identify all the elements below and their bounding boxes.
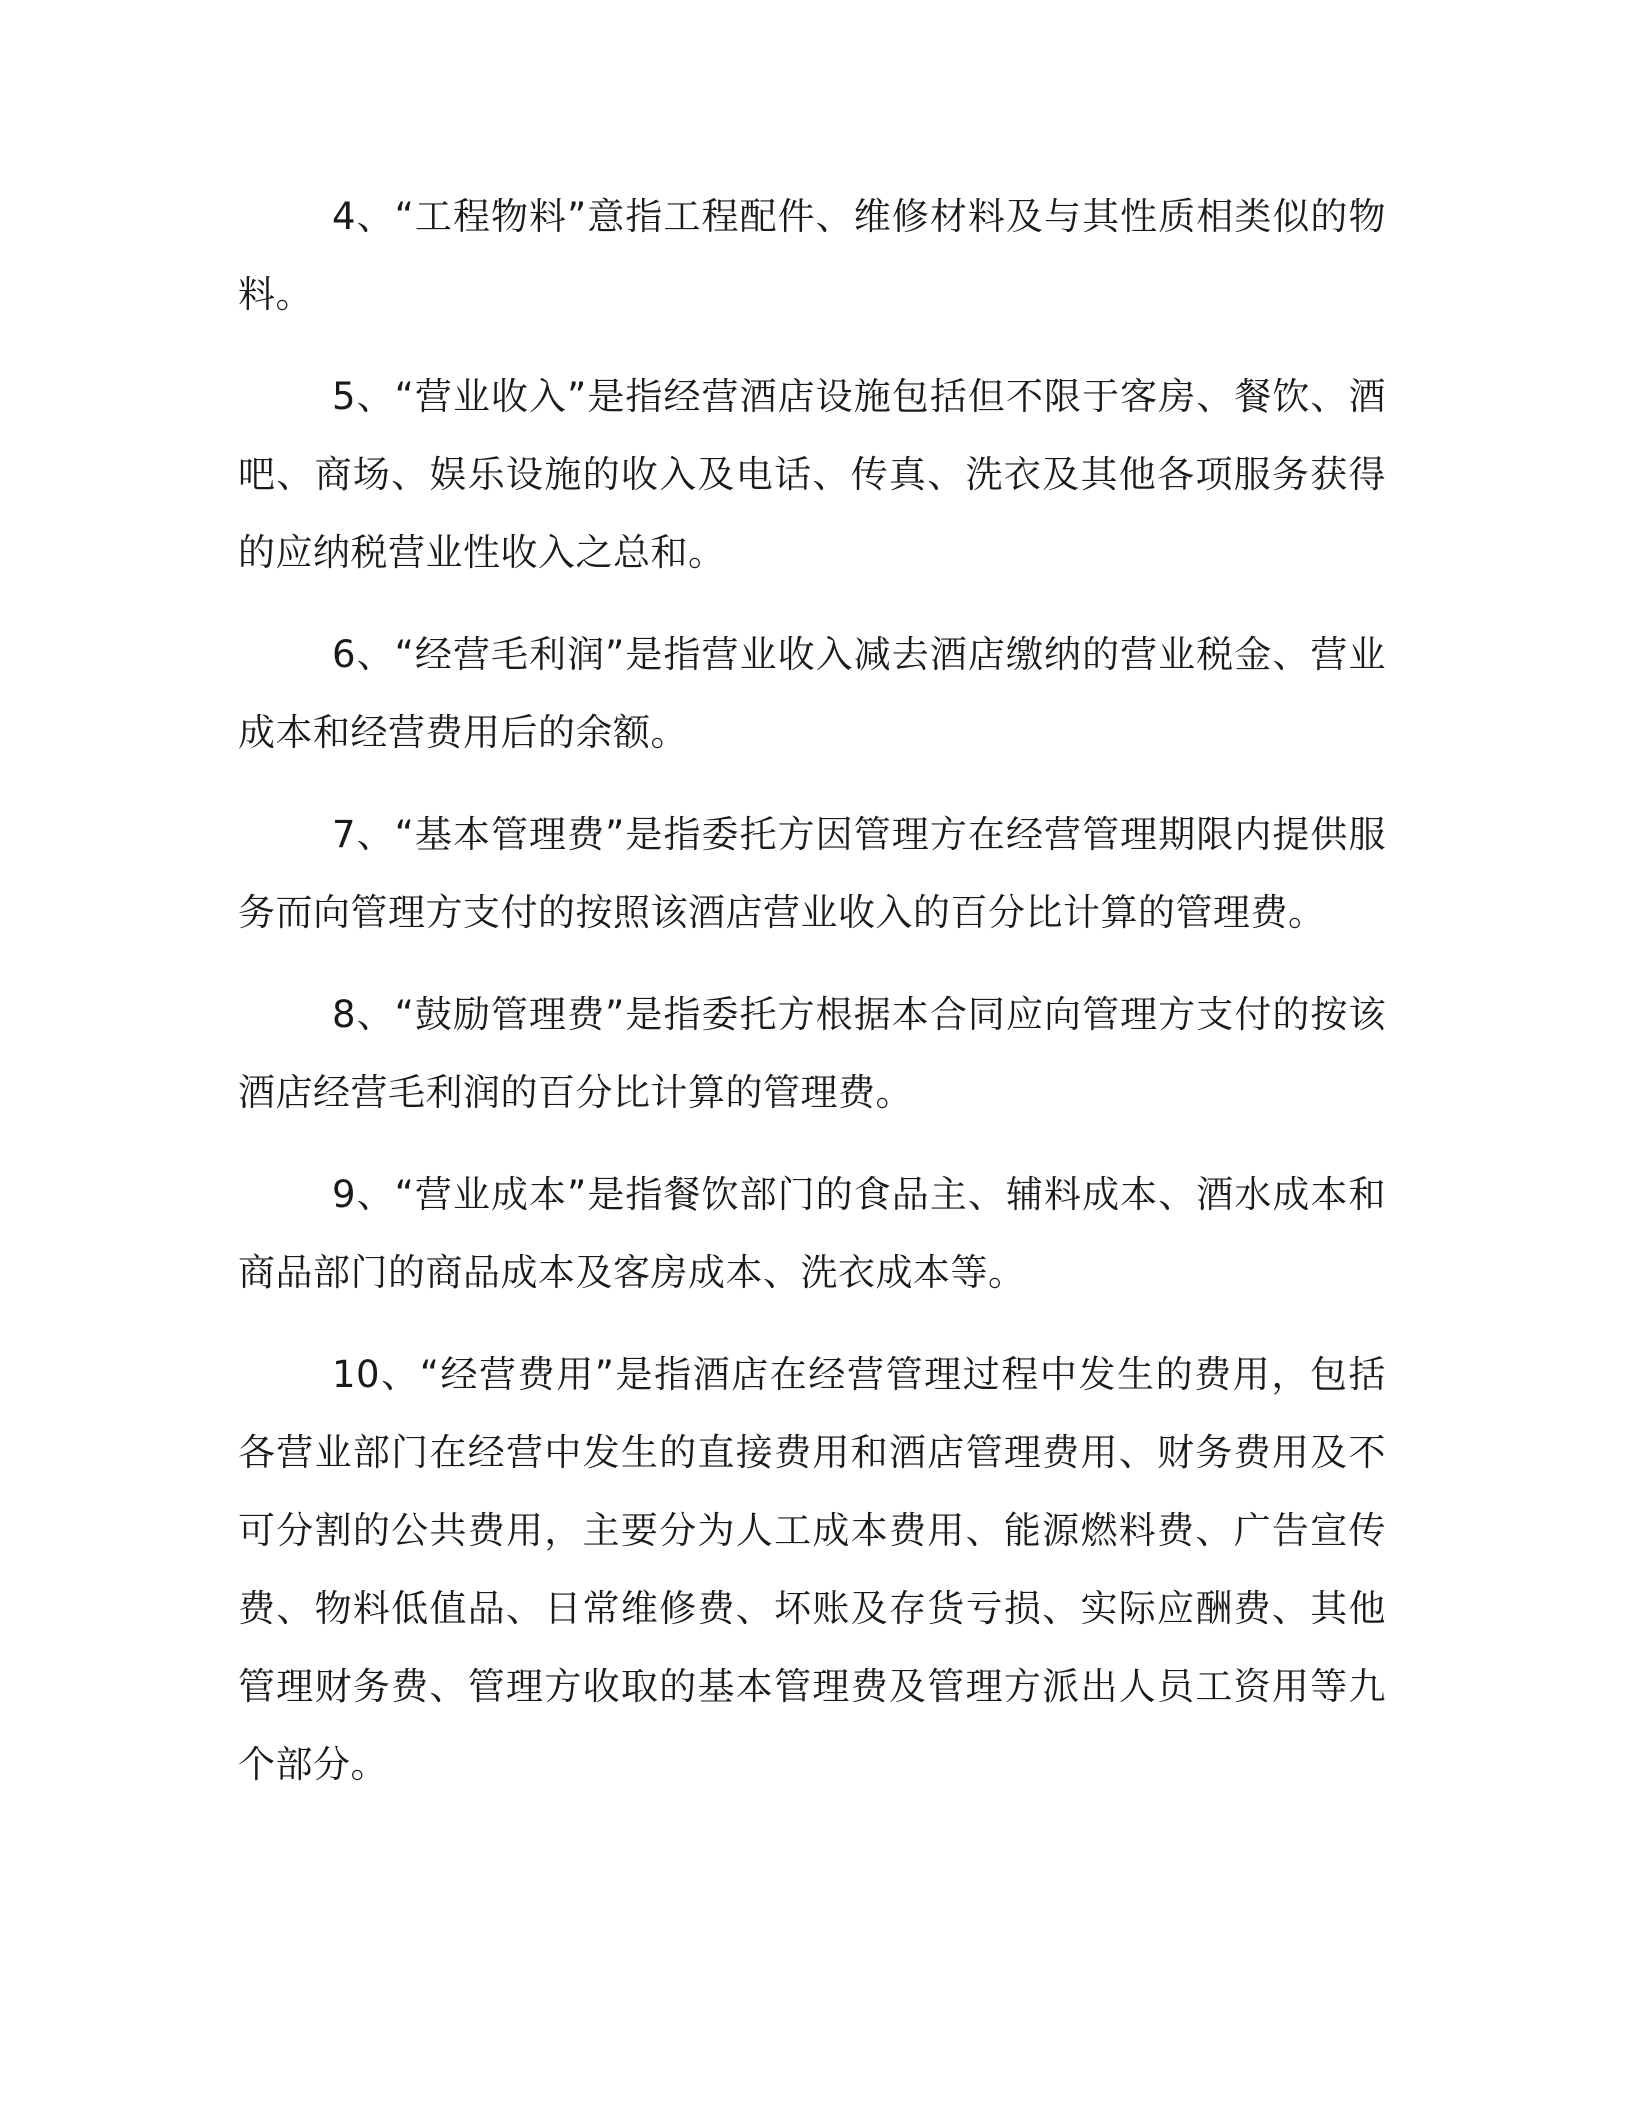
definition-paragraph-4: 4、“工程物料”意指工程配件、维修材料及与其性质相类似的物料。 [238, 195, 1386, 316]
definition-paragraph-6: 6、“经营毛利润”是指营业收入减去酒店缴纳的营业税金、营业成本和经营费用后的余额。 [238, 633, 1386, 754]
definition-paragraph-5: 5、“营业收入”是指经营酒店设施包括但不限于客房、餐饮、酒吧、商场、娱乐设施的收入及电话、传真、洗衣及其他各项服务获得的应纳税营业性收入之总和。 [238, 375, 1386, 574]
document-body [238, 178, 1386, 1828]
definition-paragraph-10: 10、“经营费用”是指酒店在经营管理过程中发生的费用，包括各营业部门在经营中发生的直接费用和酒店管理费用、财务费用及不可分割的公共费用，主要分为人工成本费用、能源燃料费、广告宣传费、物料低值品、日常维修费、坏账及存货亏损、实际应酬费、其他管理财务费、管理方收取的基本管理费及管理方派出人员工资用等九个部分。 [238, 1353, 1386, 1786]
definition-paragraph-8: 8、“鼓励管理费”是指委托方根据本合同应向管理方支付的按该酒店经营毛利润的百分比计算的管理费。 [238, 993, 1386, 1114]
definition-paragraph-9: 9、“营业成本”是指餐饮部门的食品主、辅料成本、酒水成本和商品部门的商品成本及客房成本、洗衣成本等。 [238, 1173, 1386, 1294]
definition-paragraph-7: 7、“基本管理费”是指委托方因管理方在经营管理期限内提供服务而向管理方支付的按照该酒店营业收入的百分比计算的管理费。 [238, 813, 1386, 934]
